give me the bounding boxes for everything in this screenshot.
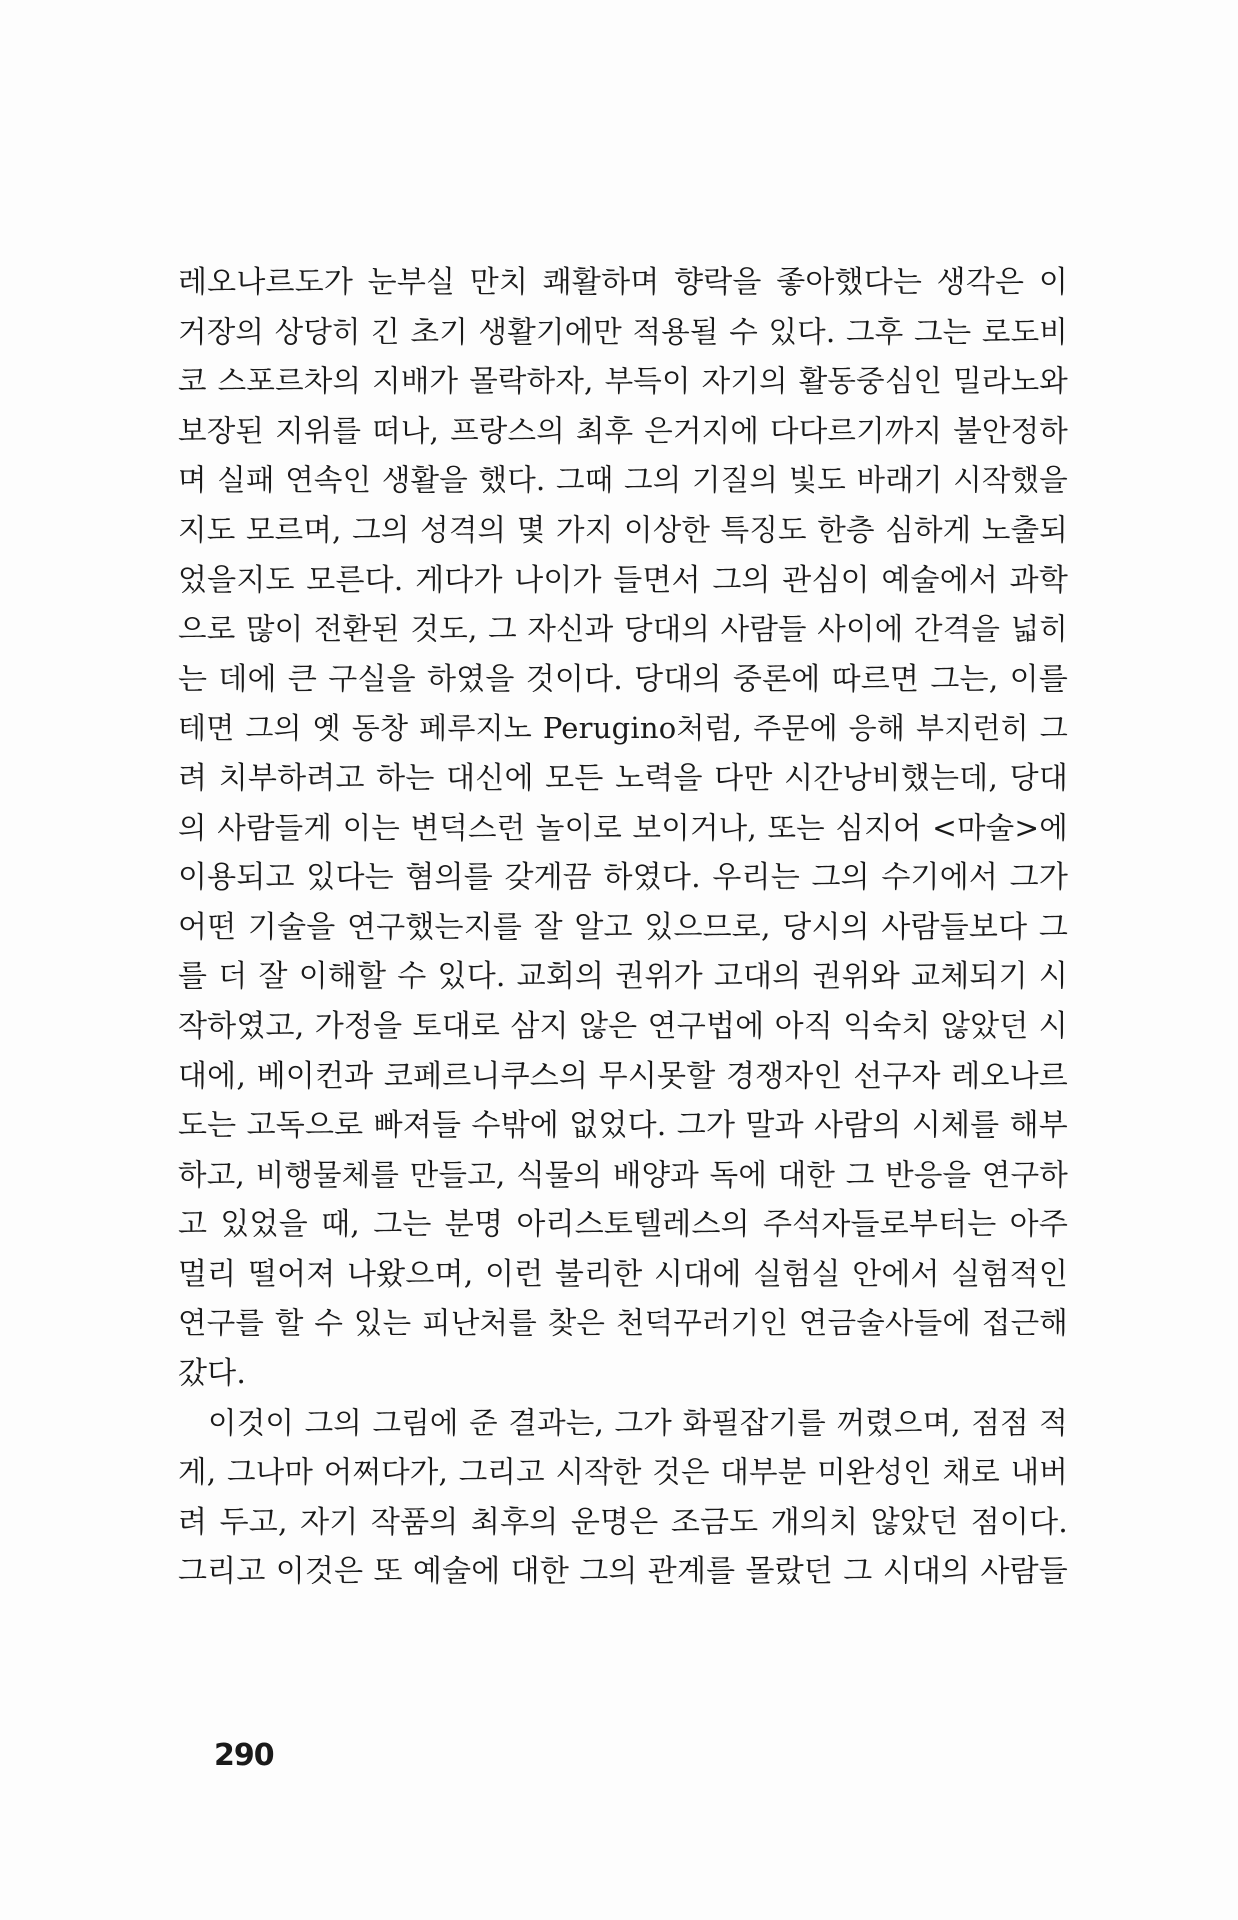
text-line: 게, 그나마 어쩌다가, 그리고 시작한 것은 대부분 미완성인 채로 내버 <box>178 1455 1068 1490</box>
text-line: 고 있었을 때, 그는 분명 아리스토텔레스의 주석자들로부터는 아주 <box>178 1207 1068 1243</box>
text-line: 으로 많이 전환된 것도, 그 자신과 당대의 사람들 사이에 간격을 넓히 <box>178 612 1068 647</box>
text-line: 거장의 상당히 긴 초기 생활기에만 적용될 수 있다. 그후 그는 로도비 <box>178 314 1068 349</box>
text-line: 그리고 이것은 또 예술에 대한 그의 관계를 몰랐던 그 시대의 사람들 <box>178 1554 1068 1590</box>
text-line: 의 사람들게 이는 변덕스런 놀이로 보이거나, 또는 심지어 <마술>에 <box>178 810 1068 845</box>
text-line: 작하였고, 가정을 토대로 삼지 않은 연구법에 아직 익숙치 않았던 시 <box>178 1008 1068 1044</box>
text-line: 연구를 할 수 있는 피난처를 찾은 천덕꾸러기인 연금술사들에 접근해 <box>178 1306 1068 1341</box>
text-line: 려 두고, 자기 작품의 최후의 운명은 조금도 개의치 않았던 점이다. <box>178 1504 1068 1540</box>
text-line: 대에, 베이컨과 코페르니쿠스의 무시못할 경쟁자인 선구자 레오나르 <box>178 1058 1068 1094</box>
text-line: 어떤 기술을 연구했는지를 잘 알고 있으므로, 당시의 사람들보다 그 <box>178 909 1068 945</box>
text-line: 갔다. <box>178 1356 247 1392</box>
text-line: 는 데에 큰 구실을 하였을 것이다. 당대의 중론에 따르면 그는, 이를 <box>178 661 1068 697</box>
text-line: 지도 모르며, 그의 성격의 몇 가지 이상한 특징도 한층 심하게 노출되 <box>178 512 1068 547</box>
text-line: 멀리 떨어져 나왔으며, 이런 불리한 시대에 실험실 안에서 실험적인 <box>178 1256 1068 1292</box>
body-text <box>178 258 1068 1597</box>
text-line: 보장된 지위를 떠나, 프랑스의 최후 은거지에 다다르기까지 불안정하 <box>178 413 1068 448</box>
text-line: 이용되고 있다는 혐의를 갖게끔 하였다. 우리는 그의 수기에서 그가 <box>178 860 1068 896</box>
text-line: 도는 고독으로 빠져들 수밖에 없었다. 그가 말과 사람의 시체를 해부 <box>178 1108 1068 1144</box>
text-line: 이것이 그의 그림에 준 결과는, 그가 화필잡기를 꺼렸으며, 점점 적 <box>208 1405 1068 1440</box>
text-line: 테면 그의 옛 동창 페루지노 Perugino처럼, 주문에 응해 부지런히 그 <box>178 711 1068 746</box>
page-number: 290 <box>214 1738 274 1773</box>
text-line: 레오나르도가 눈부실 만치 쾌활하며 향락을 좋아했다는 생각은 이 <box>178 265 1068 300</box>
text-line: 를 더 잘 이해할 수 있다. 교회의 권위가 고대의 권위와 교체되기 시 <box>178 959 1068 995</box>
text-line: 코 스포르차의 지배가 몰락하자, 부득이 자기의 활동중심인 밀라노와 <box>178 364 1068 399</box>
text-line: 었을지도 모른다. 게다가 나이가 들면서 그의 관심이 예술에서 과학 <box>178 562 1068 598</box>
text-line: 하고, 비행물체를 만들고, 식물의 배양과 독에 대한 그 반응을 연구하 <box>178 1157 1068 1192</box>
text-line: 며 실패 연속인 생활을 했다. 그때 그의 기질의 빛도 바래기 시작했을 <box>178 463 1068 498</box>
text-line: 려 치부하려고 하는 대신에 모든 노력을 다만 시간낭비했는데, 당대 <box>178 760 1068 796</box>
